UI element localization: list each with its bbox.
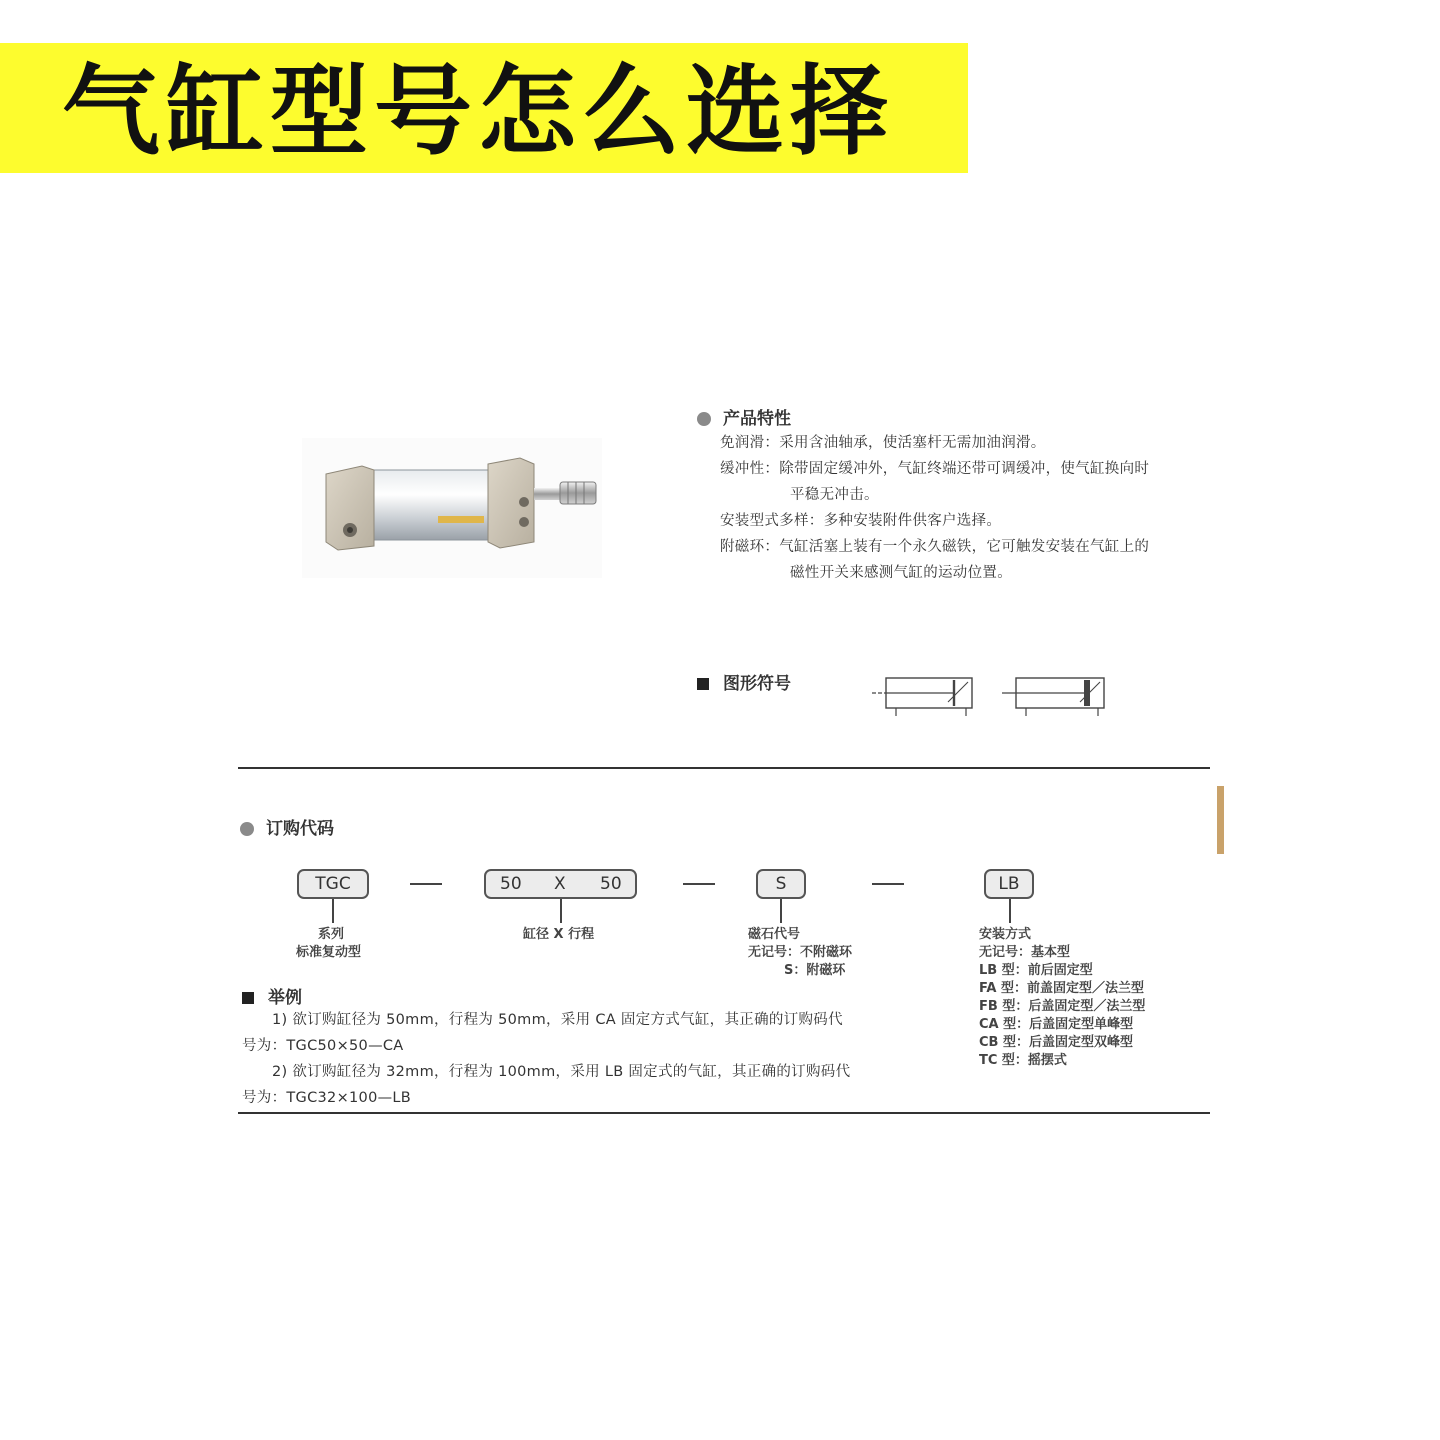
code-bore-value: 50 bbox=[500, 874, 522, 894]
code-bore-stroke-box bbox=[484, 869, 637, 899]
code-dash bbox=[410, 883, 442, 885]
code-series-box: TGC bbox=[297, 869, 369, 899]
feature-line: 附磁环：气缸活塞上装有一个永久磁铁，它可触发安装在气缸上的 bbox=[720, 539, 1150, 555]
bullet-dot-icon bbox=[697, 412, 711, 426]
example-line: 1) 欲订购缸径为 50mm，行程为 50mm，采用 CA 固定方式气缸，其正确的订购码代 bbox=[272, 1012, 843, 1028]
mount-option: FB 型：后盖固定型／法兰型 bbox=[979, 999, 1146, 1014]
example-line: 号为：TGC32×100—LB bbox=[242, 1090, 412, 1106]
examples-heading: 举例 bbox=[242, 983, 302, 1008]
mount-option: LB 型：前后固定型 bbox=[979, 963, 1093, 978]
feature-line: 免润滑：采用含油轴承，使活塞杆无需加油润滑。 bbox=[720, 435, 1046, 451]
code-mount-box: LB bbox=[984, 869, 1034, 899]
features-heading: 产品特性 bbox=[697, 404, 791, 429]
code-magnet-box: S bbox=[756, 869, 806, 899]
bore-stroke-label: 缸径 X 行程 bbox=[523, 927, 595, 942]
code-connector bbox=[560, 899, 562, 923]
page-edge-mark bbox=[1217, 786, 1224, 854]
mount-option: FA 型：前盖固定型／法兰型 bbox=[979, 981, 1144, 996]
feature-line: 安装型式多样：多种安装附件供客户选择。 bbox=[720, 513, 1002, 529]
magnet-option: S：附磁环 bbox=[784, 963, 846, 978]
mount-label: 安装方式 bbox=[979, 927, 1032, 942]
code-x-separator: X bbox=[554, 874, 566, 894]
feature-line: 平稳无冲击。 bbox=[790, 487, 879, 503]
series-label: 系列 bbox=[318, 927, 345, 942]
code-dash bbox=[872, 883, 904, 885]
symbols-heading: 图形符号 bbox=[697, 669, 791, 694]
feature-line: 缓冲性：除带固定缓冲外，气缸终端还带可调缓冲，使气缸换向时 bbox=[720, 461, 1150, 477]
cylinder-product-image bbox=[302, 438, 602, 578]
code-connector bbox=[1009, 899, 1011, 923]
mount-option: TC 型：摇摆式 bbox=[979, 1053, 1067, 1068]
magnet-label: 磁石代号 bbox=[748, 927, 801, 942]
mount-option: CA 型：后盖固定型单峰型 bbox=[979, 1017, 1134, 1032]
bullet-square-icon bbox=[697, 678, 709, 690]
bullet-dot-icon bbox=[240, 822, 254, 836]
mount-option: CB 型：后盖固定型双峰型 bbox=[979, 1035, 1133, 1050]
ordering-heading: 订购代码 bbox=[240, 814, 334, 839]
code-dash bbox=[683, 883, 715, 885]
magnet-option: 无记号：不附磁环 bbox=[748, 945, 853, 960]
code-stroke-value: 50 bbox=[600, 874, 622, 894]
cylinder-symbol-magnet bbox=[1002, 672, 1110, 718]
bullet-square-icon bbox=[242, 992, 254, 1004]
code-connector bbox=[332, 899, 334, 923]
page-title: 气缸型号怎么选择 bbox=[62, 55, 895, 169]
series-desc: 标准复动型 bbox=[296, 945, 362, 960]
mount-option: 无记号：基本型 bbox=[979, 945, 1071, 960]
section-divider bbox=[238, 1112, 1210, 1114]
example-line: 2) 欲订购缸径为 32mm，行程为 100mm，采用 LB 固定式的气缸，其正确的订购码代 bbox=[272, 1064, 851, 1080]
code-connector bbox=[780, 899, 782, 923]
section-divider bbox=[238, 767, 1210, 769]
feature-line: 磁性开关来感测气缸的运动位置。 bbox=[790, 565, 1012, 581]
example-line: 号为：TGC50×50—CA bbox=[242, 1038, 404, 1054]
cylinder-symbol-standard bbox=[872, 672, 978, 718]
